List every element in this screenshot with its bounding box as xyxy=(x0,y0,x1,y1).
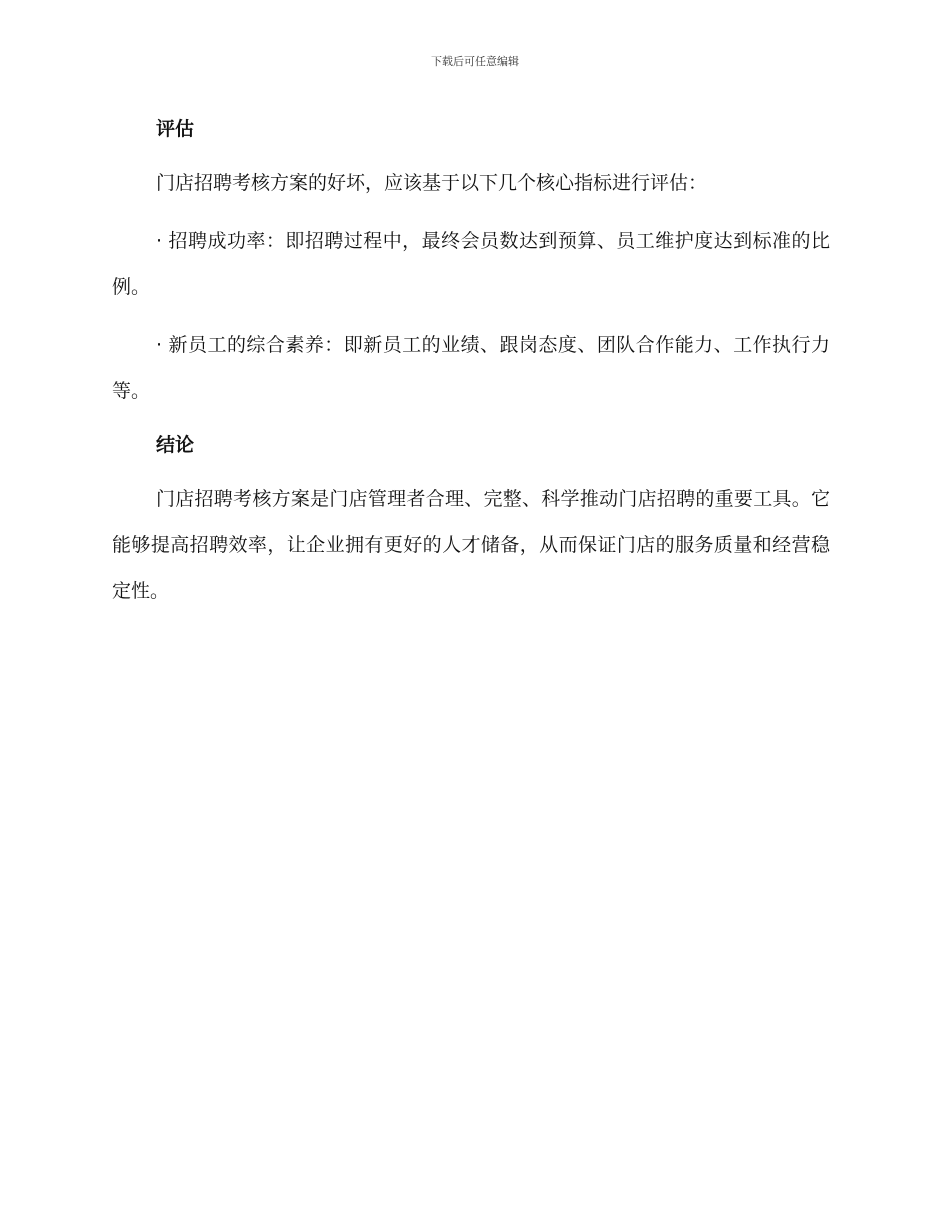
conclusion-paragraph: 门店招聘考核方案是门店管理者合理、完整、科学推动门店招聘的重要工具。它能够提高招聘效率，让企业拥有更好的人才储备，从而保证门店的服务质量和经营稳定性。 xyxy=(112,488,830,602)
section-heading-conclusion: 结论 xyxy=(156,434,195,456)
header-note: 下载后可任意编辑 xyxy=(431,55,519,68)
evaluation-bullet-success-rate: · 招聘成功率：即招聘过程中，最终会员数达到预算、员工维护度达到标准的比例。 xyxy=(112,230,830,298)
evaluation-bullet-new-staff-quality: · 新员工的综合素养：即新员工的业绩、跟岗态度、团队合作能力、工作执行力等。 xyxy=(112,334,830,402)
section-heading-evaluation: 评估 xyxy=(156,118,195,140)
document-body xyxy=(112,112,830,614)
evaluation-intro-paragraph: 门店招聘考核方案的好坏，应该基于以下几个核心指标进行评估： xyxy=(156,172,708,194)
